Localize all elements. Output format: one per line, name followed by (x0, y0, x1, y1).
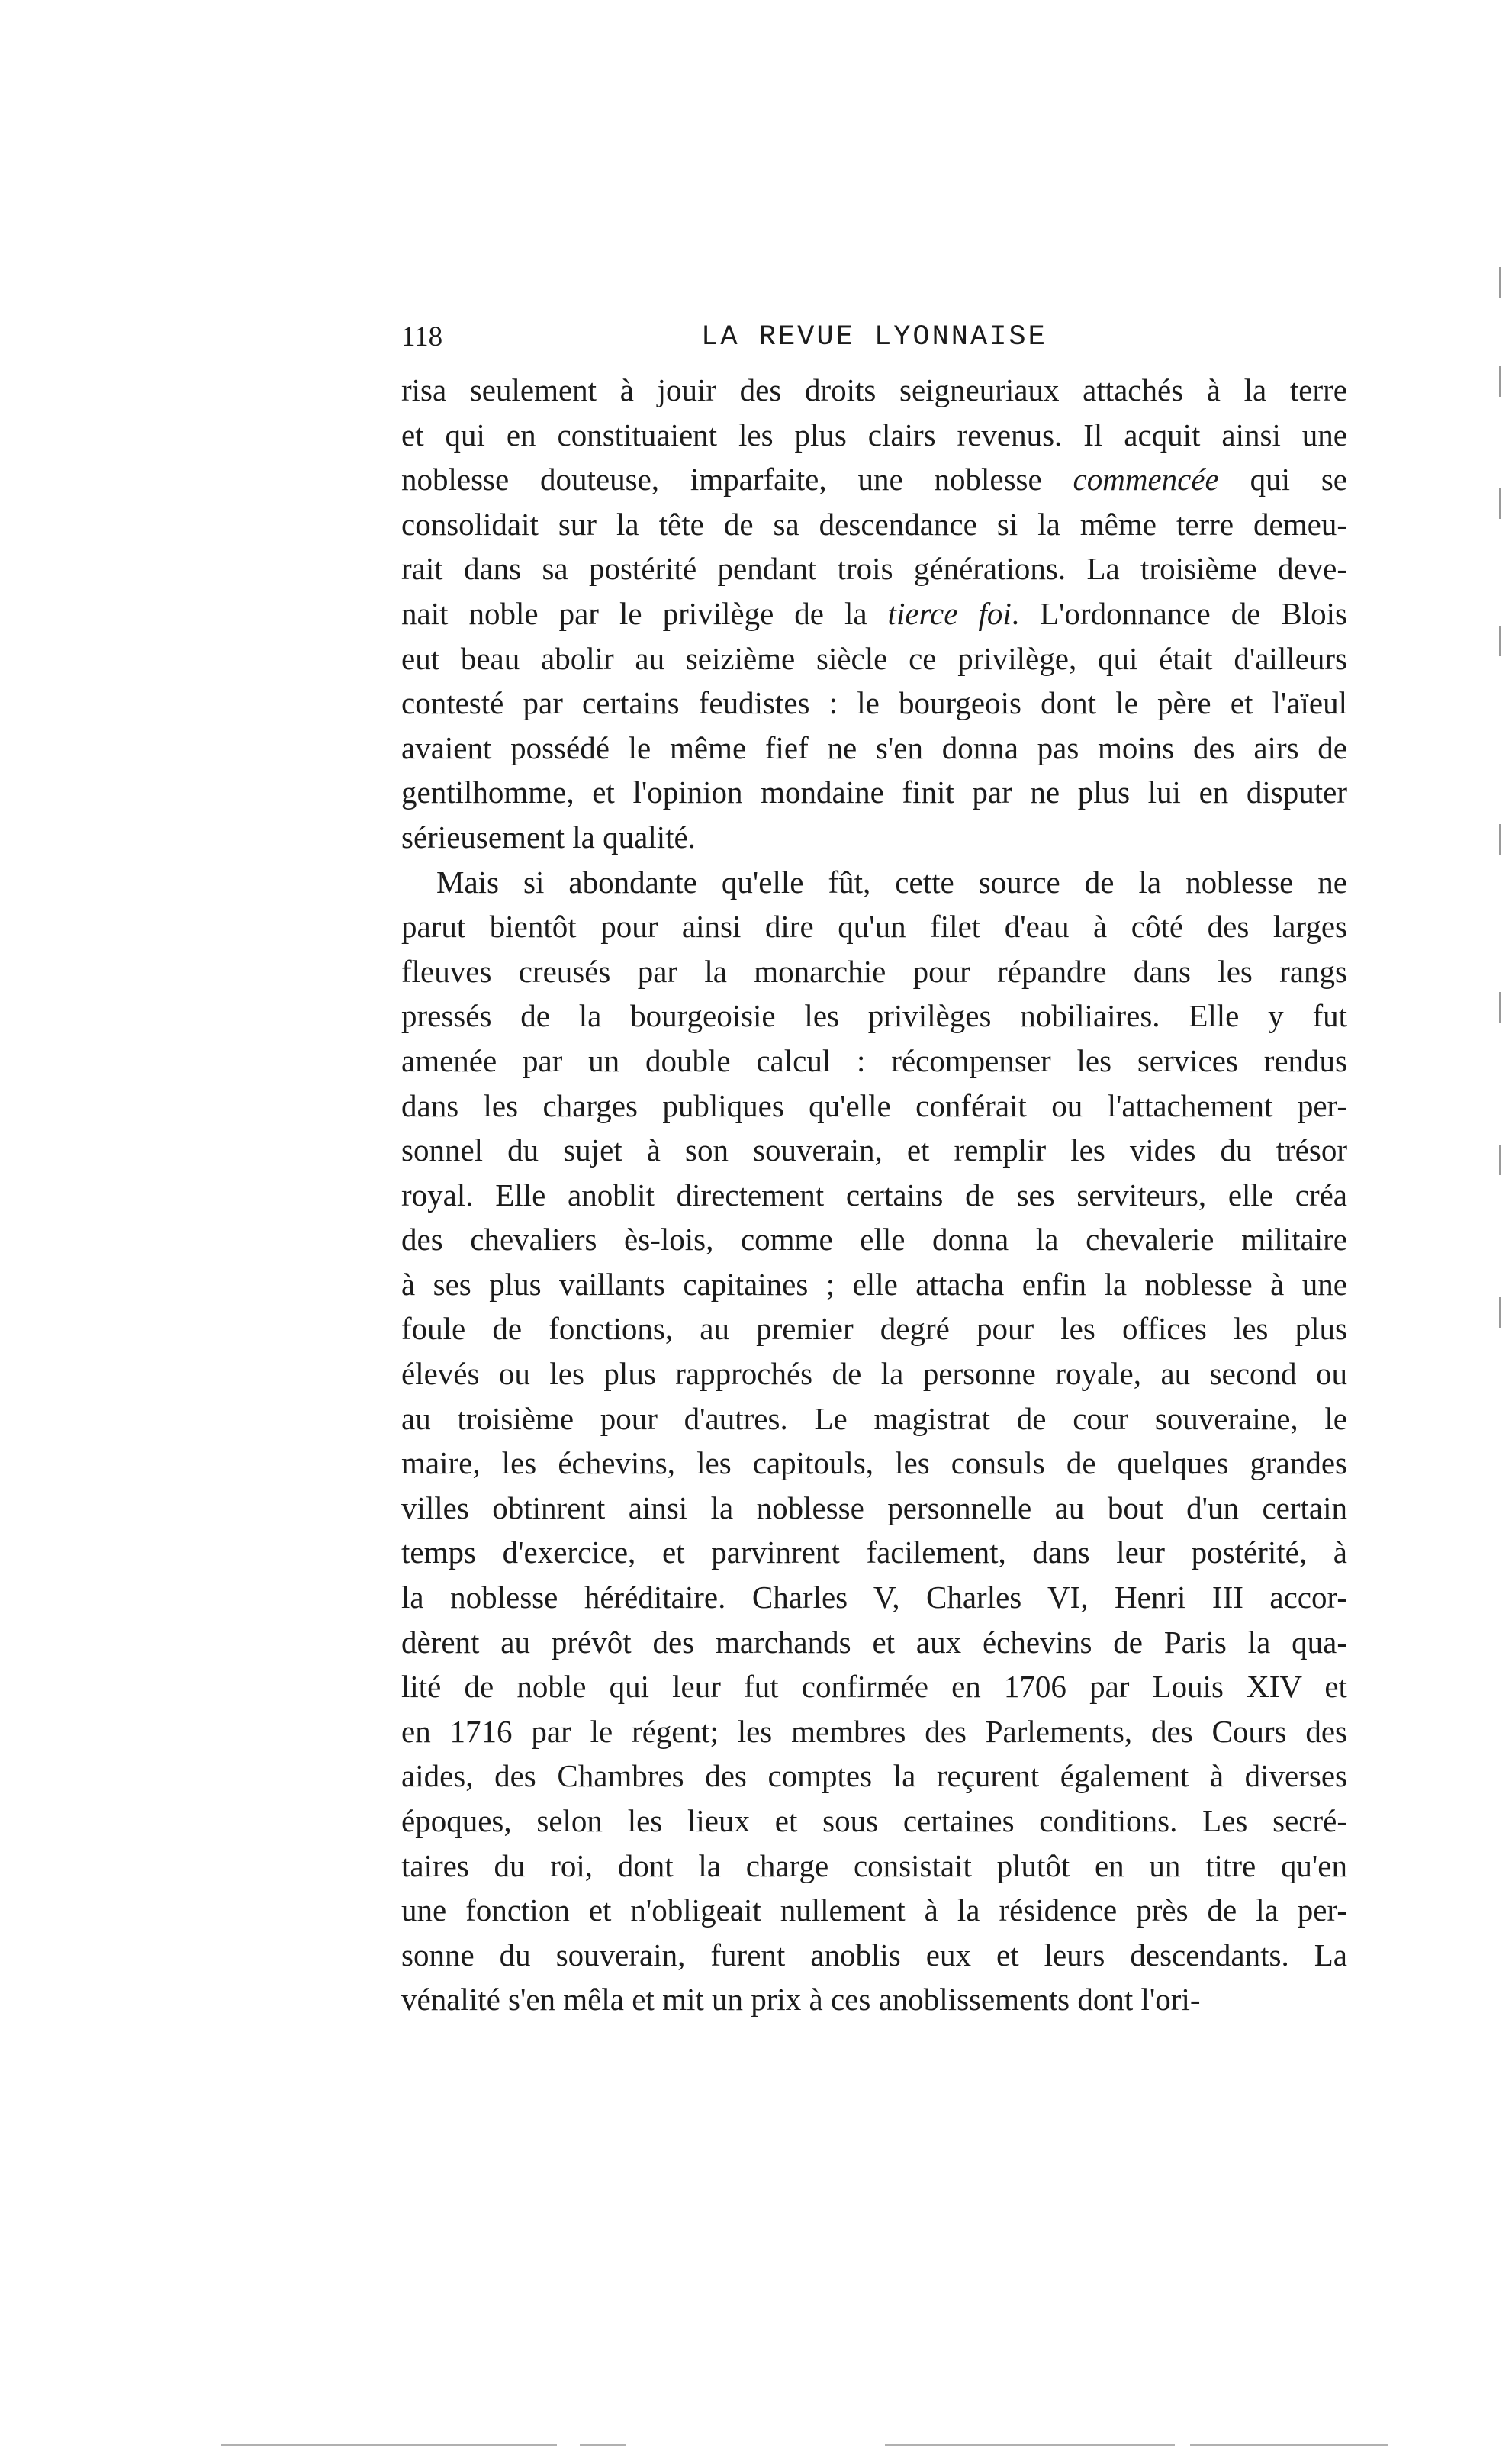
text-line: consolidait sur la tête de sa descendance si la même terre demeu- (401, 506, 1347, 542)
text-line: au troisième pour d'autres. Le magistrat de cour souveraine, le (401, 1400, 1347, 1436)
text-line: sonnel du sujet à son souverain, et remplir les vides du trésor (401, 1132, 1347, 1168)
text-line: gentilhomme, et l'opinion mondaine finit par ne plus lui en disputer (401, 775, 1347, 810)
bottom-rule (580, 2444, 626, 2446)
text-line: maire, les échevins, les capitouls, les consuls de quelques grandes (401, 1445, 1347, 1481)
text-line: parut bientôt pour ainsi dire qu'un filet d'eau à côté des larges (401, 909, 1347, 945)
text-line: Mais si abondante qu'elle fût, cette source de la noblesse ne (436, 864, 1347, 900)
text-line: noblesse douteuse, imparfaite, une noblesse commencée qui se (401, 462, 1347, 498)
scan-mark (1499, 1297, 1501, 1328)
text-line: en 1716 par le régent; les membres des Parlements, des Cours des (401, 1713, 1347, 1749)
text-line: villes obtinrent ainsi la noblesse personnelle au bout d'un certain (401, 1490, 1347, 1525)
text-line: élevés ou les plus rapprochés de la personne royale, au second ou (401, 1356, 1347, 1392)
text-line: à ses plus vaillants capitaines ; elle attacha enfin la noblesse à une (401, 1266, 1347, 1302)
italic-phrase: commencée (1073, 462, 1219, 498)
italic-phrase: tierce foi (887, 595, 1012, 631)
text-line: nait noble par le privilège de la tierce foi. L'ordonnance de Blois (401, 595, 1347, 631)
text-line: et qui en constituaient les plus clairs revenus. Il acquit ainsi une (401, 417, 1347, 453)
text-line: la noblesse héréditaire. Charles V, Charles VI, Henri III accor- (401, 1580, 1347, 1615)
text-line: avaient possédé le même fief ne s'en donna pas moins des airs de (401, 730, 1347, 765)
body-text (401, 368, 1347, 2022)
text-line: sonne du souverain, furent anoblis eux et leurs descendants. La (401, 1937, 1347, 1973)
scan-mark (1499, 626, 1501, 656)
text-line: dèrent au prévôt des marchands et aux échevins de Paris la qua- (401, 1624, 1347, 1660)
text-line: rait dans sa postérité pendant trois générations. La troisième deve- (401, 551, 1347, 587)
text-line: amenée par un double calcul : récompenser les services rendus (401, 1042, 1347, 1078)
scan-mark (1499, 1145, 1501, 1175)
text-line: eut beau abolir au seizième siècle ce privilège, qui était d'ailleurs (401, 640, 1347, 676)
text-line: époques, selon les lieux et sous certaines conditions. Les secré- (401, 1803, 1347, 1838)
text-line: contesté par certains feudistes : le bourgeois dont le père et l'aïeul (401, 685, 1347, 721)
page-header (401, 314, 1347, 360)
scan-mark (1499, 366, 1501, 397)
text-line: risa seulement à jouir des droits seigneuriaux attachés à la terre (401, 372, 1347, 407)
text-line: taires du roi, dont la charge consistait plutôt en un titre qu'en (401, 1847, 1347, 1883)
page-number: 118 (401, 321, 443, 353)
text-line: temps d'exercice, et parvinrent facilement, dans leur postérité, à (401, 1535, 1347, 1570)
text-line: pressés de la bourgeoisie les privilèges nobiliaires. Elle y fut (401, 998, 1347, 1034)
text-line: des chevaliers ès-lois, comme elle donna la chevalerie militaire (401, 1222, 1347, 1258)
text-line: dans les charges publiques qu'elle conférait ou l'attachement per- (401, 1087, 1347, 1123)
scan-mark (1499, 488, 1501, 519)
text-line: lité de noble qui leur fut confirmée en 1706 par Louis XIV et (401, 1669, 1347, 1705)
text-line: sérieusement la qualité. (401, 819, 696, 855)
scan-mark (1499, 824, 1501, 855)
text-line: une fonction et n'obligeait nullement à la résidence près de la per- (401, 1892, 1347, 1928)
scan-mark (1499, 267, 1501, 298)
scan-mark (1499, 992, 1501, 1023)
bottom-rule (1190, 2444, 1388, 2446)
bottom-rule (221, 2444, 557, 2446)
text-line: fleuves creusés par la monarchie pour répandre dans les rangs (401, 953, 1347, 989)
text-line: foule de fonctions, au premier degré pour les offices les plus (401, 1311, 1347, 1347)
running-title: LA REVUE LYONNAISE (701, 321, 1047, 353)
bottom-rule (885, 2444, 1175, 2446)
text-line: aides, des Chambres des comptes la reçurent également à diverses (401, 1758, 1347, 1794)
text-line: royal. Elle anoblit directement certains de ses serviteurs, elle créa (401, 1177, 1347, 1213)
text-line: vénalité s'en mêla et mit un prix à ces anoblissements dont l'ori- (401, 1982, 1201, 2018)
